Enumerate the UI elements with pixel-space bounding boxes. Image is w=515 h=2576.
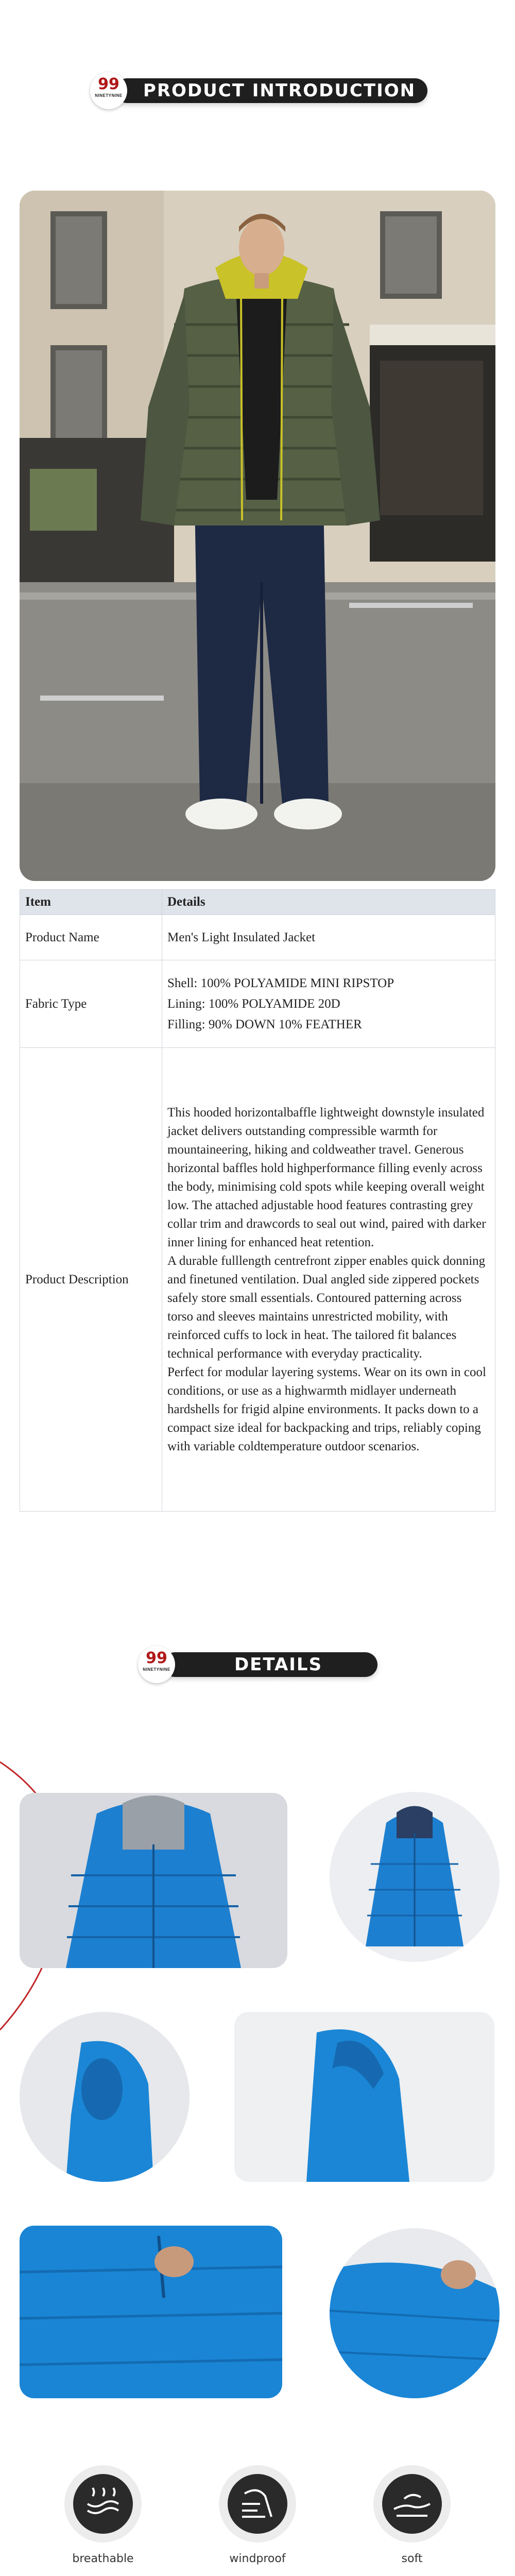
hood-profile-illustration (234, 2012, 494, 2182)
header-details: Details (162, 890, 495, 915)
fabric-lining: Lining: 100% POLYAMIDE 20D (167, 996, 340, 1011)
feature-label: windproof (229, 2552, 286, 2565)
hero-product-photo (20, 191, 495, 881)
feature-windproof (211, 2465, 304, 2566)
detail-photo-sleeve (330, 2228, 500, 2398)
row-value-fabric-type (162, 960, 495, 1048)
jacket-front-illustration (20, 1793, 287, 1968)
table-header-row (20, 890, 495, 915)
logo-number: 99 (146, 1649, 167, 1667)
soft-icon (373, 2465, 451, 2543)
row-key-fabric-type: Fabric Type (20, 960, 162, 1048)
jacket-full-illustration (330, 1792, 500, 1962)
sleeve-illustration (330, 2228, 500, 2398)
feature-label: breathable (72, 2552, 134, 2565)
hero-illustration (20, 191, 495, 881)
detail-photo-front (20, 1793, 287, 1968)
header-item: Item (20, 890, 162, 915)
brand-logo (138, 1646, 175, 1683)
hood-side-illustration (20, 2012, 190, 2182)
description-paragraph: A durable fulllength centrefront zipper enables quick donning and finetuned ventilation. Dual angled side zippered pockets safely store small essentials. Contoured patterning across torso and sleeves maintains unrestricted mobility, with reinforced cuffs to lock in heat. The tailored fit balances technical performance with everyday practicality. (167, 1253, 486, 1361)
row-value-product-name: Men's Light Insulated Jacket (162, 915, 495, 960)
detail-photo-full-jacket (330, 1792, 500, 1962)
description-paragraph: This hooded horizontalbaffle lightweight downstyle insulated jacket delivers outstanding compressible warmth for mountaineering, hiking and coldweather travel. Generous horizontal baffles hold highperformance filling evenly across the body, minimising cold spots while keeping overall weight low. The attached adjustable hood features contrasting grey collar trim and drawcords to seal out wind, paired with darker inner lining for enhanced heat retention. (167, 1105, 486, 1249)
feature-label: soft (401, 2552, 423, 2565)
windproof-icon (219, 2465, 296, 2543)
product-introduction-title (90, 72, 427, 109)
logo-wordmark: NINETYNINE (143, 1667, 170, 1672)
section-title-text: PRODUCT INTRODUCTION (143, 80, 416, 101)
logo-number: 99 (98, 75, 119, 93)
pocket-illustration (20, 2226, 282, 2398)
detail-photo-hood-profile (234, 2012, 494, 2182)
feature-soft (366, 2465, 458, 2566)
table-row (20, 1048, 495, 1512)
row-key-product-name: Product Name (20, 915, 162, 960)
fabric-filling: Filling: 90% DOWN 10% FEATHER (167, 1017, 362, 1031)
row-key-product-description: Product Description (20, 1048, 162, 1512)
detail-photo-hood-side (20, 2012, 190, 2182)
logo-wordmark: NINETYNINE (95, 93, 123, 98)
brand-logo (90, 72, 127, 109)
product-spec-table (20, 889, 495, 1512)
row-value-product-description (162, 1048, 495, 1512)
breathable-icon (64, 2465, 142, 2543)
fabric-shell: Shell: 100% POLYAMIDE MINI RIPSTOP (167, 976, 394, 990)
table-row (20, 915, 495, 960)
table-row (20, 960, 495, 1048)
details-display-title (138, 1646, 377, 1700)
description-paragraph: Perfect for modular layering systems. Wear on its own in cool conditions, or use as a highwarmth midlayer underneath hardshells for frigid alpine environments. It packs down to a compact size ideal for backpacking and trips, reliably coping with variable coldtemperature outdoor scenarios. (167, 1365, 486, 1453)
section-title-text: DETAILS DISPLAY (233, 1654, 323, 1700)
feature-breathable (57, 2465, 149, 2566)
detail-photo-pocket (20, 2226, 282, 2398)
